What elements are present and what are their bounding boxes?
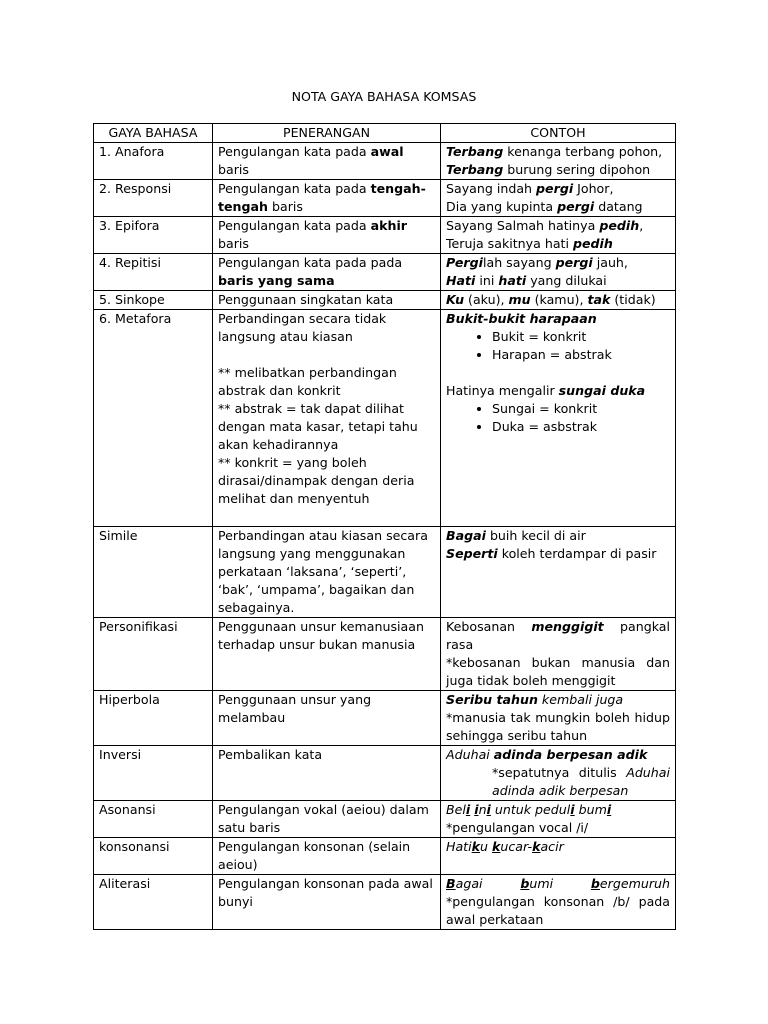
header-contoh: CONTOH <box>441 124 676 143</box>
example-line: *manusia tak mungkin boleh hidup sehingga seribu tahun <box>446 710 670 743</box>
text: u <box>480 839 493 854</box>
row-example <box>441 838 676 875</box>
text-bold-italic: Seribu tahun <box>446 692 538 707</box>
text: (tidak) <box>610 292 656 307</box>
text-bold-italic: Terbang <box>446 144 504 159</box>
text: bum <box>574 802 607 817</box>
text: baris <box>268 199 303 214</box>
table-row <box>94 875 676 930</box>
table-row <box>94 618 676 691</box>
text: lah sayang <box>482 255 556 270</box>
spacer <box>218 346 435 364</box>
text: Sayang Salmah hatinya <box>446 218 600 233</box>
word <box>591 875 670 893</box>
example-line <box>446 217 670 235</box>
example-line <box>446 527 670 545</box>
text-underlined: b <box>590 876 600 891</box>
text: Hati <box>446 839 472 854</box>
row-desc <box>213 180 441 217</box>
list-item: • Bukit = konkrit <box>492 328 670 346</box>
row-example <box>441 310 676 527</box>
table-row <box>94 801 676 838</box>
text: baris <box>218 236 249 251</box>
text: (aku), <box>464 292 509 307</box>
row-example <box>441 618 676 691</box>
example-line <box>446 180 670 198</box>
row-example <box>441 291 676 310</box>
text-bold-italic: Hati <box>446 273 476 288</box>
text-underlined: i <box>606 802 612 817</box>
row-desc: Penggunaan unsur yang melambau <box>213 691 441 746</box>
spacer <box>218 508 435 526</box>
text: yang dilukai <box>526 273 607 288</box>
example-line <box>446 161 670 179</box>
text-underlined: i <box>465 802 471 817</box>
row-example <box>441 143 676 180</box>
gaya-bahasa-table <box>93 123 676 930</box>
row-desc: Penggunaan unsur kemanusiaan terhadap unsur bukan manusia <box>213 618 441 691</box>
text-underlined: b <box>520 876 530 891</box>
text-italic: Aduhai adinda adik berpesan <box>492 765 670 798</box>
example-line <box>446 838 670 856</box>
text-bold-italic: sungai duka <box>558 383 646 398</box>
example-line <box>446 691 670 709</box>
text: Sayang indah <box>446 181 537 196</box>
text: ucar- <box>500 839 533 854</box>
row-desc: Penggunaan singkatan kata <box>213 291 441 310</box>
text: n <box>478 802 487 817</box>
example-line <box>446 143 670 161</box>
bullet-list <box>446 328 670 364</box>
text: Pengulangan kata pada pada <box>218 255 403 270</box>
word <box>446 875 483 893</box>
example-line <box>446 875 670 893</box>
row-example <box>441 801 676 838</box>
text-bold: tengah-tengah <box>218 181 426 214</box>
row-desc: Pembalikan kata <box>213 746 441 801</box>
list-item: • Duka = asbstrak <box>492 418 670 436</box>
row-desc: Pengulangan konsonan pada awal bunyi <box>213 875 441 930</box>
row-example <box>441 746 676 801</box>
text: ergemuruh <box>599 876 670 891</box>
text: burung sering dipohon <box>503 162 651 177</box>
table-row <box>94 180 676 217</box>
header-penerangan: PENERANGAN <box>213 124 441 143</box>
text: Pengulangan kata pada <box>218 218 371 233</box>
row-name: 5. Sinkope <box>94 291 213 310</box>
example-line: *pengulangan konsonan /b/ pada awal perkataan <box>446 894 670 927</box>
row-example <box>441 254 676 291</box>
text-bold-italic: pergi <box>536 181 574 196</box>
desc-line: ** konkrit = yang boleh dirasai/dinampak dengan deria melihat dan menyentuh <box>218 455 415 506</box>
row-name: Aliterasi <box>94 875 213 930</box>
text-bold-italic: pergi <box>557 199 595 214</box>
table-row <box>94 291 676 310</box>
text-underlined: i <box>474 802 479 817</box>
row-desc: Pengulangan vokal (aeiou) dalam satu baris <box>213 801 441 838</box>
text: *sepatutnya ditulis <box>492 765 627 780</box>
word <box>520 875 553 893</box>
row-name: Simile <box>94 527 213 618</box>
text-bold: baris yang sama <box>218 273 335 288</box>
row-name: Personifikasi <box>94 618 213 691</box>
table-row <box>94 527 676 618</box>
text-italic: kembali juga <box>537 692 624 707</box>
text: untuk pedul <box>490 802 571 817</box>
page-title: NOTA GAYA BAHASA KOMSAS <box>291 89 477 104</box>
text: acir <box>540 839 564 854</box>
row-name: Inversi <box>94 746 213 801</box>
row-example <box>441 180 676 217</box>
row-example <box>441 217 676 254</box>
text: Hatinya mengalir <box>446 383 559 398</box>
example-line <box>446 618 670 654</box>
desc-line: ** abstrak = tak dapat dilihat dengan mata kasar, tetapi tahu akan kehadirannya <box>218 401 418 452</box>
row-example <box>441 527 676 618</box>
text-bold-italic: pedih <box>572 236 613 251</box>
text-bold-italic: pergi <box>555 255 593 270</box>
text-underlined: k <box>532 839 541 854</box>
example-line: *kebosanan bukan manusia dan juga tidak boleh menggigit <box>446 655 670 688</box>
text: jauh, <box>592 255 628 270</box>
example-line <box>446 198 670 216</box>
table-row <box>94 217 676 254</box>
text-underlined: k <box>471 839 481 854</box>
table-row <box>94 310 676 527</box>
table-header-row <box>94 124 676 143</box>
text: Teruja sakitnya hati <box>446 236 573 251</box>
text-underlined: k <box>492 839 501 854</box>
text: datang <box>594 199 643 214</box>
text: Johor, <box>573 181 614 196</box>
text-bold: akhir <box>370 218 407 233</box>
table-row <box>94 746 676 801</box>
row-name: 6. Metafora <box>94 310 213 527</box>
text: umi <box>529 876 554 891</box>
row-desc <box>213 217 441 254</box>
text-bold-italic: Bagai <box>446 528 486 543</box>
row-desc <box>213 143 441 180</box>
row-name: Asonansi <box>94 801 213 838</box>
text: Dia yang kupinta <box>446 199 558 214</box>
example-line <box>446 746 670 764</box>
text: koleh terdampar di pasir <box>497 546 657 561</box>
text: buih kecil di air <box>485 528 586 543</box>
text-bold-italic: mu <box>508 292 531 307</box>
bullet-list <box>446 400 670 436</box>
row-desc: Pengulangan konsonan (selain aeiou) <box>213 838 441 875</box>
example-line <box>446 545 670 563</box>
row-name: konsonansi <box>94 838 213 875</box>
spacer <box>446 364 670 382</box>
text-underlined: B <box>446 876 456 891</box>
example-line <box>446 764 670 800</box>
row-desc: Perbandingan atau kiasan secara langsung yang menggunakan perkataan ‘laksana’, ‘seperti’, ‘bak’, ‘umpama’, bagaikan dan sebagainya. <box>213 527 441 618</box>
text-bold-italic: hati <box>498 273 527 288</box>
example-line <box>446 254 670 272</box>
example-line <box>446 272 670 290</box>
example-line: Bukit-bukit harapaan <box>446 311 597 326</box>
text-bold-italic: pedih <box>599 218 640 233</box>
text-underlined: i <box>570 802 575 817</box>
example-line <box>446 801 670 819</box>
row-name: 2. Responsi <box>94 180 213 217</box>
text-bold-italic: tak <box>587 292 611 307</box>
text-bold-italic: Seperti <box>446 546 498 561</box>
text: Pengulangan kata pada <box>218 144 371 159</box>
example-line <box>446 235 670 253</box>
text-bold-italic: Terbang <box>446 162 504 177</box>
row-desc <box>213 310 441 527</box>
table-row <box>94 254 676 291</box>
list-item: • Sungai = konkrit <box>492 400 670 418</box>
row-name: 1. Anafora <box>94 143 213 180</box>
text-bold-italic: adinda berpesan adik <box>493 747 648 762</box>
row-name: 3. Epifora <box>94 217 213 254</box>
row-name: Hiperbola <box>94 691 213 746</box>
text-underlined: i <box>486 802 491 817</box>
row-name: 4. Repitisi <box>94 254 213 291</box>
row-example <box>441 875 676 930</box>
text: baris <box>218 162 249 177</box>
desc-line: Perbandingan secara tidak langsung atau kiasan <box>218 311 387 344</box>
text-italic: Aduhai <box>446 747 494 762</box>
text-bold-italic: Pergi <box>446 255 483 270</box>
table-row <box>94 838 676 875</box>
text: Pengulangan kata pada <box>218 181 371 196</box>
text: kenanga terbang pohon, <box>503 144 663 159</box>
text: agai <box>455 876 483 891</box>
text: , <box>639 218 644 233</box>
desc-line: ** melibatkan perbandingan abstrak dan konkrit <box>218 365 397 398</box>
table-row <box>94 143 676 180</box>
row-example <box>441 691 676 746</box>
example-line: *pengulangan vocal /i/ <box>446 820 589 835</box>
text-bold-italic: Ku <box>446 292 465 307</box>
header-gaya-bahasa: GAYA BAHASA <box>94 124 213 143</box>
table-row <box>94 691 676 746</box>
text: ini <box>475 273 499 288</box>
text-bold: awal <box>370 144 404 159</box>
text: (kamu), <box>530 292 588 307</box>
example-line <box>446 382 670 400</box>
list-item: • Harapan = abstrak <box>492 346 670 364</box>
text-bold-italic: menggigit <box>531 619 604 634</box>
text: pangkal rasa <box>446 619 671 652</box>
row-desc <box>213 254 441 291</box>
text: Bel <box>446 802 466 817</box>
text: Kebosanan <box>446 619 532 634</box>
